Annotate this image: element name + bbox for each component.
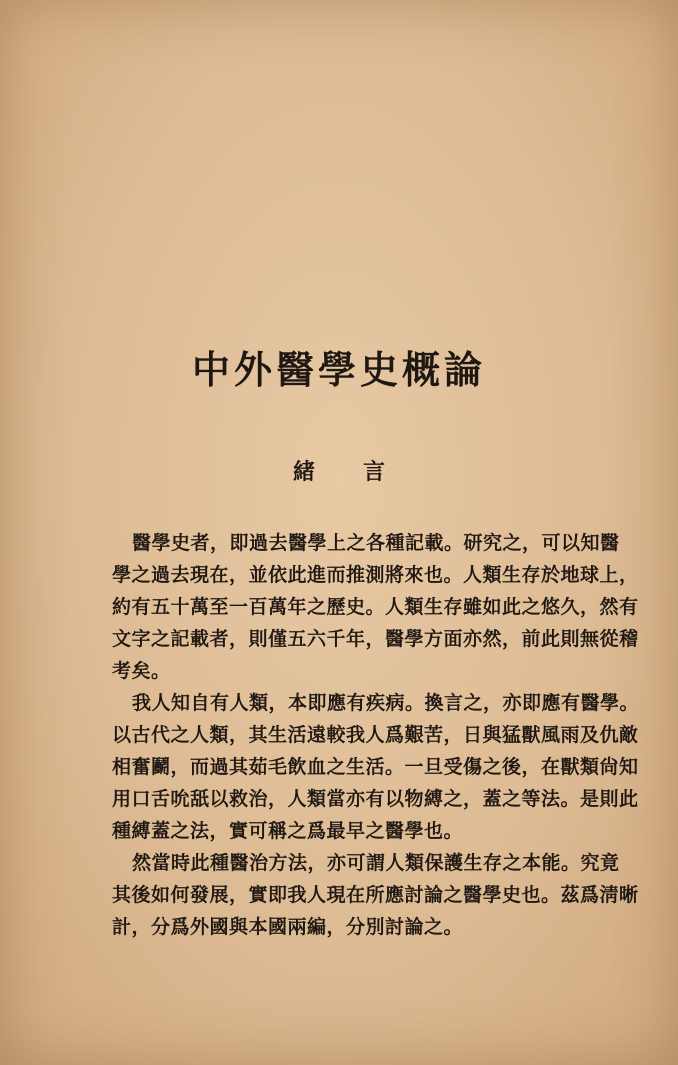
section-heading-char-1: 緒 <box>292 459 315 485</box>
section-heading <box>0 455 678 489</box>
body-text <box>112 527 640 943</box>
section-heading-char-2: 言 <box>363 459 386 485</box>
paragraph-3 <box>112 847 639 943</box>
text-line: 用口舌吮舐以救治，人類當亦有以物縛之，蓋之等法。是則此 <box>112 788 639 810</box>
text-line: 約有五十萬至一百萬年之歷史。人類生存雖如此之悠久，然有 <box>112 596 639 618</box>
text-line: 文字之記載者，則僅五六千年，醫學方面亦然，前此則無從稽 <box>112 628 639 650</box>
text-line: 學之過去現在，並依此進而推測將來也。人類生存於地球上， <box>112 564 639 586</box>
text-line: 相奮鬬，而過其茹毛飲血之生活。一旦受傷之後，在獸類尙知 <box>112 756 639 778</box>
paragraph-2 <box>112 687 640 847</box>
text-line: 醫學史者，即過去醫學上之各種記載。研究之，可以知醫 <box>132 532 620 554</box>
paragraph-1 <box>112 527 639 687</box>
text-line: 我人知自有人類，本即應有疾病。換言之，亦即應有醫學。 <box>132 692 640 714</box>
book-title: 中外醫學史概論 <box>191 347 486 392</box>
text-line: 以古代之人類，其生活遠較我人爲艱苦，日與猛獸風雨及仇敵 <box>112 724 639 746</box>
text-line: 種縛蓋之法，實可稱之爲最早之醫學也。 <box>112 820 464 842</box>
text-line: 計，分爲外國與本國兩編，分別討論之。 <box>112 916 464 938</box>
text-line: 其後如何發展，實即我人現在所應討論之醫學史也。茲爲淸晰 <box>112 884 639 906</box>
text-line: 考矣。 <box>112 660 171 682</box>
text-line: 然當時此種醫治方法，亦可謂人類保護生存之本能。究竟 <box>132 852 620 874</box>
